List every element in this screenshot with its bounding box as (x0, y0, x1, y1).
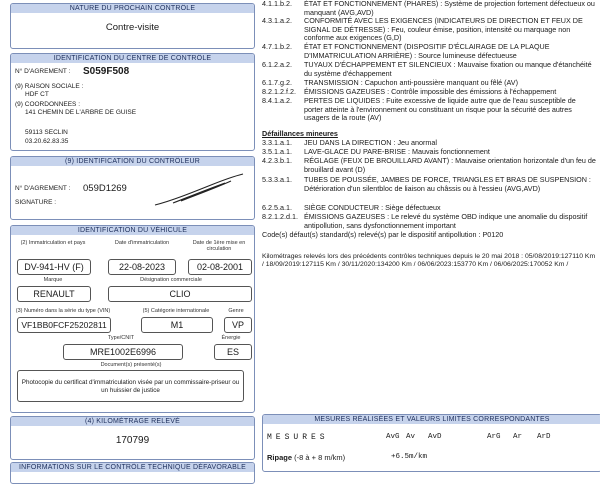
date-first-field: 02-08-2001 (188, 259, 252, 275)
defect-text: ÉMISSIONS GAZEUSES : Le relevé du système OBD indique une anomalie du dispositif antipollution, sans dysfonctionnement important (304, 212, 588, 230)
energie-label: Énergie (221, 335, 241, 341)
defect-text: LAVE-GLACE DU PARE-BRISE : Mauvais fonctionnement (304, 147, 490, 156)
measures-section (262, 414, 600, 472)
signature-scribble (151, 171, 246, 211)
defect-text: TUYAUX D'ÉCHAPPEMENT ET SILENCIEUX : Mauvaise fixation ou manque d'étanchéité du système d'échappement (304, 60, 592, 78)
col-ard: ArD (537, 433, 551, 441)
km-history: Kilométrages relevés lors des précédents contrôles techniques depuis le 20 mai 2018 : 05/08/2019:127110 Km / 18/09/2019:127115 Km / 30/11/2020:134200 Km / 06/06/2023:153770 Km / 06/06/2025:170052 Km / (262, 253, 596, 268)
genre-label: Genre (228, 308, 244, 314)
measures-header: MESURES RÉALISÉES ET VALEURS LIMITES CORRESPONDANTES (263, 415, 600, 424)
col-ar: Ar (513, 433, 523, 441)
designation-field: CLIO (108, 286, 252, 302)
centre-header: IDENTIFICATION DU CENTRE DE CONTRÔLE (11, 54, 254, 63)
immat-label: (2) Immatriculation et pays (20, 240, 86, 246)
defect-text: PERTES DE LIQUIDES : Fuite excessive de liquide autre que de l'eau susceptible de porter atteinte à l'environnement ou constituant un risque pour la sécurité des autres usagers de la route (AV) (304, 96, 576, 122)
signature-stroke (155, 174, 243, 205)
km-header: (4) KILOMÉTRAGE RELEVÉ (11, 417, 254, 426)
signature-label: SIGNATURE : (15, 199, 57, 206)
defect-code: 4.3.1.a.2. (262, 16, 292, 25)
date-immat-field: 22-08-2023 (108, 259, 176, 275)
defect-text: TRANSMISSION : Capuchon anti-poussière manquant ou fêlé (AV) (304, 78, 518, 87)
date-first-label: Date de 1ère mise en circulation (192, 240, 246, 252)
defect-code: 5.3.3.a.1. (262, 175, 292, 184)
address-line-2: 59113 SECLIN (25, 129, 68, 136)
col-av: Av (406, 433, 416, 441)
coord-label: (9) COORDONNEES : (15, 101, 81, 108)
km-section (10, 416, 255, 460)
defect-text: JEU DANS LA DIRECTION : Jeu anormal (304, 138, 438, 147)
raison-label: (9) RAISON SOCIALE : (15, 83, 84, 90)
doc-label: Document(s) présenté(s) (100, 362, 162, 368)
defect-text: ÉTAT ET FONCTIONNEMENT (DISPOSITIF D'ÉCLAIRAGE DE LA PLAQUE D'IMMATRICULATION ARRIÈRE) : Source lumineuse défectueuse (304, 42, 550, 60)
defect-text: SIÈGE CONDUCTEUR : Siège défectueux (304, 203, 441, 212)
defect-code: 3.3.1.a.1. (262, 138, 292, 147)
controleur-agrement-value: 059D1269 (83, 183, 127, 194)
type-label: Type/CNIT (107, 335, 135, 341)
ripage-range: (-8 à + 8 m/km) (294, 453, 346, 462)
right-column (262, 0, 600, 410)
categorie-label: (5) Catégorie internationale (142, 308, 210, 314)
raison-value: HDF CT (25, 91, 49, 98)
immat-field: DV-941-HV (F) (17, 259, 91, 275)
vin-field: VF1BB0FCF25202811 (17, 317, 111, 333)
defect-text: ÉMISSIONS GAZEUSES : Contrôle impossible des émissions à l'échappement (304, 87, 557, 96)
vehicule-section (10, 225, 255, 413)
marque-field: RENAULT (17, 286, 91, 302)
nature-value: Contre-visite (105, 22, 160, 33)
nature-section (10, 3, 255, 49)
centre-section (10, 53, 255, 151)
infos-header: INFORMATIONS SUR LE CONTRÔLE TECHNIQUE DÉFAVORABLE (11, 463, 254, 472)
defect-text: TUBES DE POUSSÉE, JAMBES DE FORCE, TRIANGLES ET BRAS DE SUSPENSION : Détérioration d'un silentbloc de liaison au châssis ou à l'essieu (AVG,AVD) (304, 175, 591, 193)
defect-code: 8.2.1.2.f.2. (262, 87, 296, 96)
defect-code: 6.2.5.a.1. (262, 203, 292, 212)
infos-section (10, 462, 255, 484)
doc-field: Photocopie du certificat d'immatriculation visée par un commissaire-priseur ou un huissier de justice (17, 370, 244, 402)
defect-code: 8.4.1.a.2. (262, 96, 292, 105)
energie-field: ES (214, 344, 252, 360)
defect-code: 3.5.1.a.1. (262, 147, 292, 156)
defect-text: RÉGLAGE (FEUX DE BROUILLARD AVANT) : Mauvaise orientation horizontale d'un feu de brouillard avant (D) (304, 156, 596, 174)
col-avd: AvD (428, 433, 442, 441)
address-line-1: 141 CHEMIN DE L'ARBRE DE GUISE (25, 109, 137, 116)
phone: 03.20.62.83.35 (25, 138, 69, 145)
controleur-header: (9) IDENTIFICATION DU CONTRÔLEUR (11, 157, 254, 166)
km-value: 170799 (115, 435, 150, 446)
vin-label: (3) Numéro dans la série du type (VIN) (15, 308, 111, 314)
ripage-label: Ripage (267, 453, 293, 462)
date-immat-label: Date d'immatriculation (114, 240, 170, 246)
defect-code: 4.7.1.b.2. (262, 42, 292, 51)
designation-label: Désignation commerciale (140, 277, 202, 283)
centre-agrement-value: S059F508 (83, 66, 130, 77)
categorie-field: M1 (141, 317, 213, 333)
measures-title: MESURES (267, 433, 329, 442)
marque-label: Marque (43, 277, 63, 283)
ripage-row (267, 453, 345, 462)
col-avg: AvG (386, 433, 400, 441)
mineures-title: Défaillances mineures (262, 129, 338, 138)
defect-text: ÉTAT ET FONCTIONNEMENT (PHARES) : Système de projection fortement défectueux ou manquant (AVG,AVD) (304, 0, 595, 17)
type-field: MRE1002E6996 (63, 344, 183, 360)
controleur-agrement-label: N° D'AGREMENT : (15, 185, 71, 192)
nature-header: NATURE DU PROCHAIN CONTRÔLE (11, 4, 254, 13)
controleur-section (10, 156, 255, 220)
ripage-value: +6.5m/km (391, 453, 428, 461)
obd-codes-line: Code(s) défaut(s) standard(s) relevé(s) par le dispositif antipollution : P0120 (262, 230, 504, 239)
col-arg: ArG (487, 433, 501, 441)
defect-code: 6.1.2.a.2. (262, 60, 292, 69)
vehicule-header: IDENTIFICATION DU VÉHICULE (11, 226, 254, 235)
defect-text: CONFORMITÉ AVEC LES EXIGENCES (INDICATEURS DE DIRECTION ET FEUX DE SIGNAL DE DÉTRESSE) : Feu, couleur émise, position, intensité ou marquage non conforme aux exigences (G,D) (304, 16, 583, 42)
defect-code: 4.1.1.b.2. (262, 0, 292, 8)
centre-agrement-label: N° D'AGREMENT : (15, 68, 71, 75)
genre-field: VP (224, 317, 252, 333)
defect-code: 6.1.7.g.2. (262, 78, 292, 87)
defect-code: 8.2.1.2.d.1. (262, 212, 298, 221)
defect-code: 4.2.3.b.1. (262, 156, 292, 165)
